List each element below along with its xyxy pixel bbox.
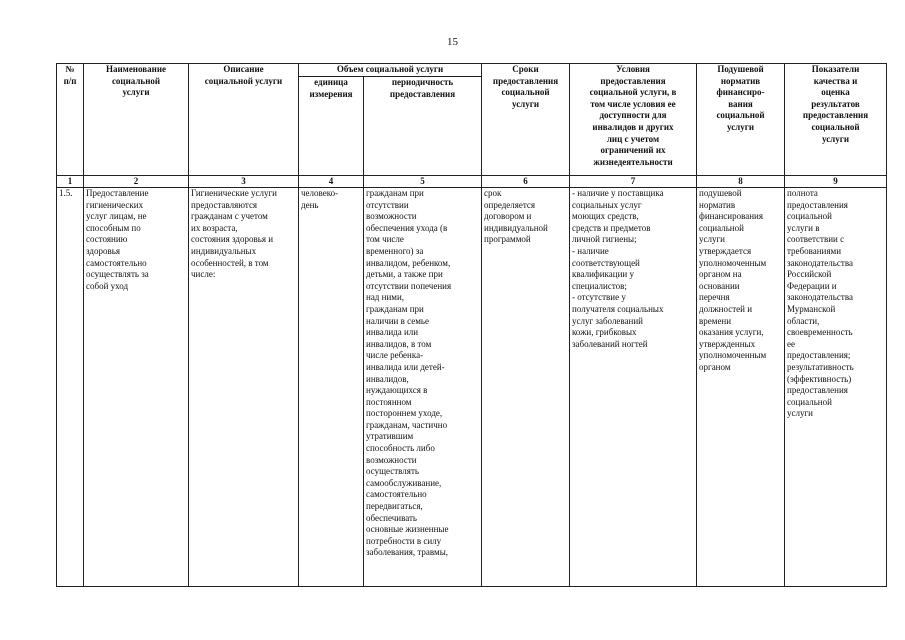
- service-unit: человеко- день: [299, 188, 364, 587]
- service-periodicity: гражданам при отсутствии возможности обеспечения ухода (в том числе временного) за инвалидом, ребенком, детьми, а также при отсутствии попечения над ними, гражданам при наличии в семье инвалида или инвалидов, в том числе ребенка- инвалида или детей- инвалидов, нуждающихся в постоянном постороннем уходе, гражданам, частично утратившим способность либо возможности осуществлять самообслуживание, самостоятельно передвигаться, обеспечивать основные жизненные потребности в силу заболевания, травмы,: [364, 188, 482, 587]
- header-service-terms: Сроки предоставления социальной услуги: [482, 64, 570, 176]
- header-service-conditions: Условия предоставления социальной услуги, в том числе условия ее доступности для инвалидов и других лиц с учетом ограничений их жизнедеятельности: [570, 64, 697, 176]
- financing-norm: подушевой норматив финансирования социальной услуги утверждается уполномоченным органом на основании перечня должностей и времени оказания услуги, утвержденных уполномоченным органом: [697, 188, 785, 587]
- header-service-volume: Объем социальной услуги: [299, 64, 482, 77]
- column-number: 6: [482, 176, 570, 188]
- service-description: Гигиенические услуги предоставляются гражданам с учетом их возраста, состояния здоровья и индивидуальных особенностей, в том числе:: [189, 188, 299, 587]
- page-number: 15: [447, 36, 458, 48]
- header-num: № п/п: [57, 64, 84, 176]
- column-number: 9: [785, 176, 887, 188]
- service-name: Предоставление гигиенических услуг лицам, не способным по состоянию здоровья самостоятельно осуществлять за собой уход: [84, 188, 189, 587]
- row-number: 1.5.: [57, 188, 84, 587]
- quality-indicators: полнота предоставления социальной услуги в соответствии с требованиями законодательства Российской Федерации и законодательства Мурманской области, своевременность ее предоставления; результативность (эффективность) предоставления социальной услуги: [785, 188, 887, 587]
- header-unit: единица измерения: [299, 77, 364, 176]
- column-number: 5: [364, 176, 482, 188]
- column-number: 3: [189, 176, 299, 188]
- header-quality-indicators: Показатели качества и оценка результатов предоставления социальной услуги: [785, 64, 887, 176]
- header-row: [57, 64, 887, 77]
- column-number: 8: [697, 176, 785, 188]
- header-service-name: Наименование социальной услуги: [84, 64, 189, 176]
- column-number-row: [57, 176, 887, 188]
- column-number: 7: [570, 176, 697, 188]
- service-conditions: - наличие у поставщика социальных услуг моющих средств, средств и предметов личной гигиены; - наличие соответствующей квалификации у специалистов; - отсутствие у получателя социальных услуг заболеваний кожи, грибковых заболеваний ногтей: [570, 188, 697, 587]
- header-service-description: Описание социальной услуги: [189, 64, 299, 176]
- service-terms: срок определяется договором и индивидуальной программой: [482, 188, 570, 587]
- column-number: 4: [299, 176, 364, 188]
- table-row: [57, 188, 887, 587]
- column-number: 2: [84, 176, 189, 188]
- social-services-table: [56, 63, 887, 587]
- column-number: 1: [57, 176, 84, 188]
- header-periodicity: периодичность предоставления: [364, 77, 482, 176]
- header-financing-norm: Подушевой норматив финансиро- вания социальной услуги: [697, 64, 785, 176]
